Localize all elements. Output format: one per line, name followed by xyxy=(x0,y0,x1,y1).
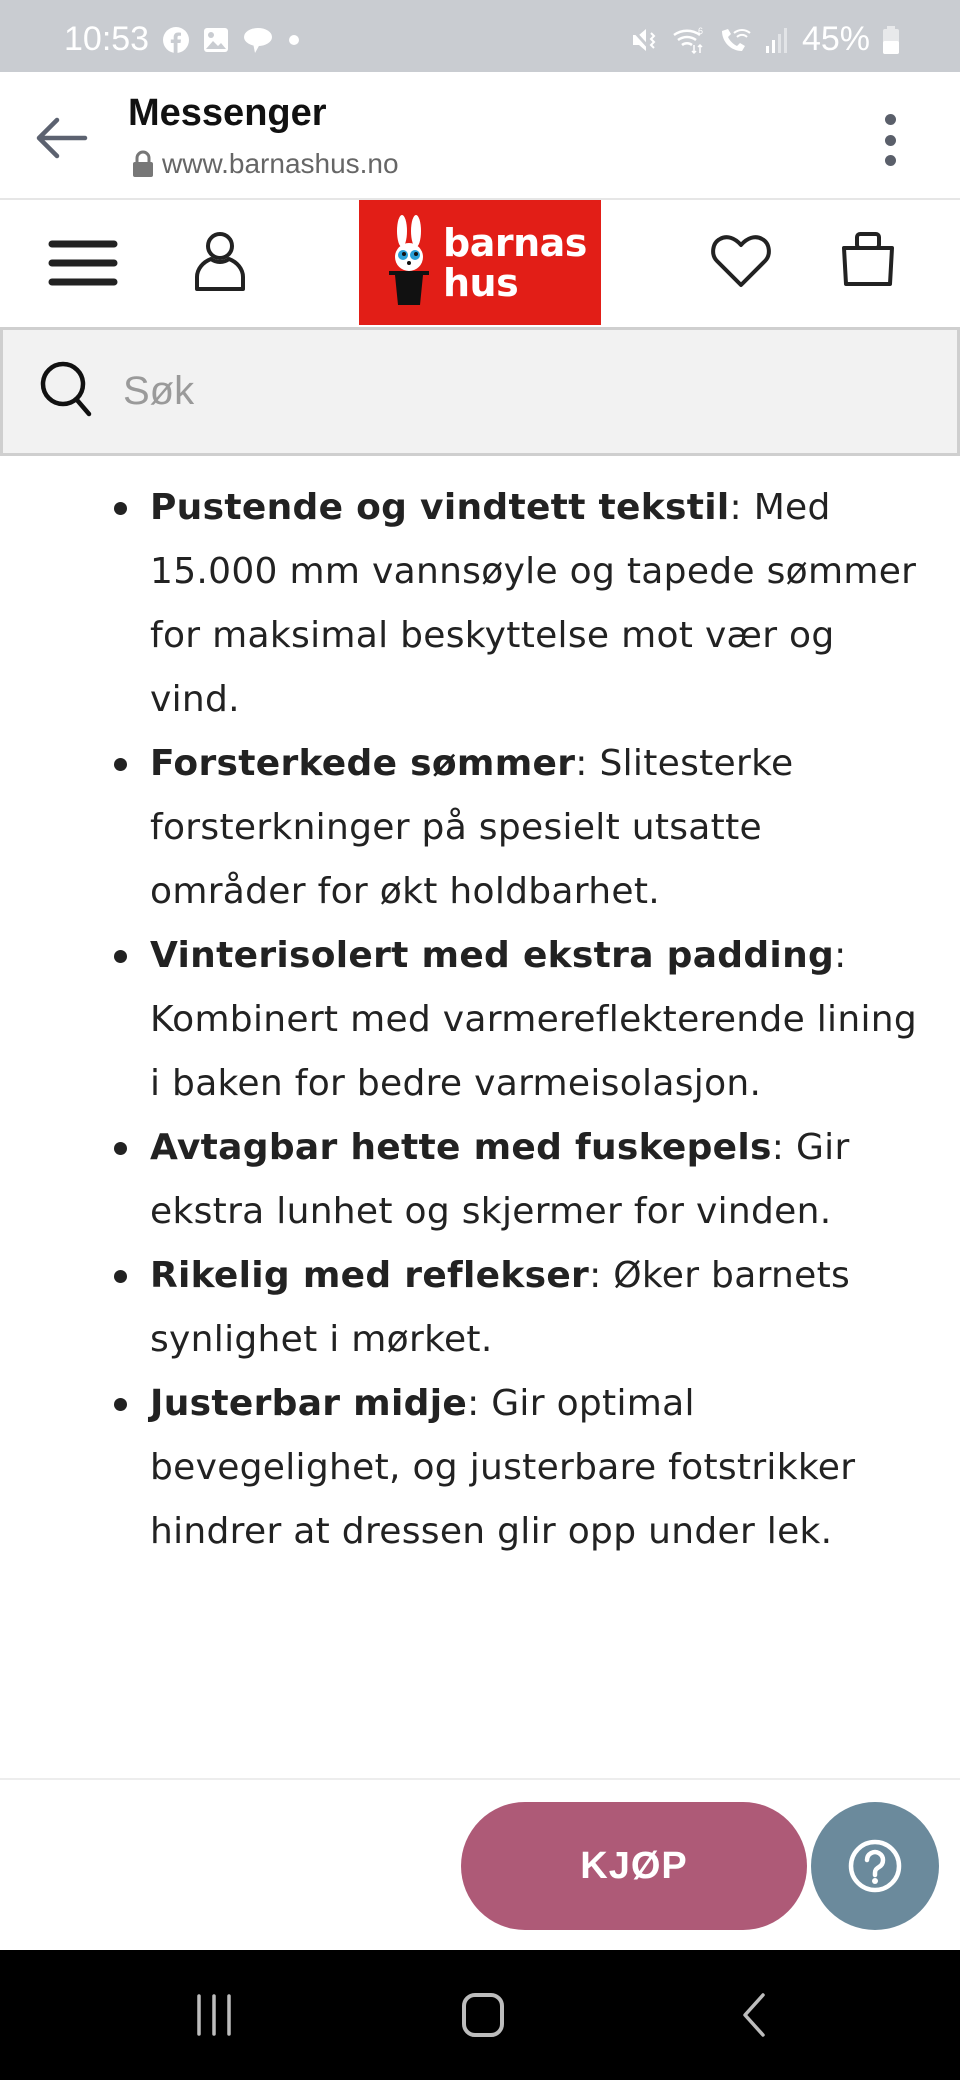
hamburger-menu-icon xyxy=(48,238,118,288)
feature-title: Forsterkede sømmer xyxy=(150,743,576,784)
feature-title: Vinterisolert med ekstra padding xyxy=(150,935,835,976)
recent-apps-icon xyxy=(193,1993,237,2037)
search-input[interactable] xyxy=(123,369,883,414)
bullet-icon xyxy=(114,1398,127,1411)
bullet-icon xyxy=(114,758,127,771)
buy-button[interactable]: KJØP xyxy=(461,1802,807,1930)
kebab-dot xyxy=(885,155,896,166)
back-icon xyxy=(739,1992,769,2038)
feature-text: : Gir optimal bevegelighet, og justerbare fotstrikker hindrer at dressen glir opp under lek. xyxy=(150,1383,856,1552)
wifi-6-icon xyxy=(672,25,706,55)
list-item xyxy=(150,1372,920,1564)
signal-icon xyxy=(764,26,790,54)
logo-text xyxy=(443,220,587,305)
barnashus-logo[interactable] xyxy=(359,200,601,325)
dot-icon xyxy=(287,33,301,47)
url-row[interactable] xyxy=(132,148,399,180)
feature-title: Rikelig med reflekser xyxy=(150,1255,590,1296)
heart-icon xyxy=(710,233,772,289)
site-header xyxy=(0,200,960,326)
user-icon xyxy=(193,231,247,293)
feature-text: : Slitesterke forsterkninger på spesielt utsatte områder for økt holdbarhet. xyxy=(150,743,794,912)
gallery-icon xyxy=(203,27,229,53)
feature-text: : Øker barnets synlighet i mørket. xyxy=(150,1255,851,1360)
kebab-dot xyxy=(885,135,896,146)
back-nav-button[interactable] xyxy=(704,1980,804,2050)
lock-icon xyxy=(132,150,154,178)
question-circle-icon xyxy=(847,1838,903,1894)
browser-bar xyxy=(0,72,960,200)
logo-line-1: barnas xyxy=(443,220,587,265)
list-item xyxy=(150,1244,920,1372)
help-button[interactable] xyxy=(811,1802,939,1930)
arrow-left-icon xyxy=(33,113,91,163)
bullet-icon xyxy=(114,1142,127,1155)
list-item xyxy=(150,924,920,1116)
status-left xyxy=(64,20,301,59)
more-options-button[interactable] xyxy=(870,108,910,172)
wishlist-button[interactable] xyxy=(706,226,776,296)
feature-title: Justerbar midje xyxy=(150,1383,468,1424)
battery-percentage: 45% xyxy=(801,20,870,58)
chat-bubble-icon xyxy=(243,26,273,54)
svg-text:6: 6 xyxy=(697,25,703,36)
feature-text: : Med 15.000 mm vannsøyle og tapede sømmer for maksimal beskyttelse mot vær og vind. xyxy=(150,487,917,720)
account-button[interactable] xyxy=(188,226,252,298)
status-time: 10:53 xyxy=(64,20,150,58)
mute-vibrate-icon xyxy=(630,25,660,55)
home-button[interactable] xyxy=(433,1980,533,2050)
feature-text: : Kombinert med varmereflekterende lining i baken for bedre varmeisolasjon. xyxy=(150,935,918,1104)
browser-title: Messenger xyxy=(128,92,327,134)
feature-list xyxy=(150,476,920,1564)
product-description xyxy=(0,456,960,1778)
rabbit-hat-logo-icon xyxy=(387,215,431,311)
home-icon xyxy=(461,1992,505,2038)
status-right xyxy=(630,20,900,59)
feature-text: : Gir ekstra lunhet og skjermer for vinden. xyxy=(150,1127,850,1232)
list-item xyxy=(150,476,920,732)
back-button[interactable] xyxy=(30,106,94,170)
sticky-action-bar xyxy=(0,1780,960,1950)
kebab-dot xyxy=(885,114,896,125)
cart-button[interactable] xyxy=(836,224,900,294)
feature-title: Avtagbar hette med fuskepels xyxy=(150,1127,772,1168)
list-item xyxy=(150,732,920,924)
feature-title: Pustende og vindtett tekstil xyxy=(150,487,730,528)
bullet-icon xyxy=(114,502,127,515)
bullet-icon xyxy=(114,1270,127,1283)
logo-line-2: hus xyxy=(443,260,519,305)
bullet-icon xyxy=(114,950,127,963)
hamburger-menu-button[interactable] xyxy=(46,230,120,296)
recent-apps-button[interactable] xyxy=(165,1980,265,2050)
battery-icon xyxy=(882,25,900,55)
list-item xyxy=(150,1116,920,1244)
system-nav-bar xyxy=(0,1950,960,2080)
search-bar xyxy=(0,327,960,456)
wifi-calling-icon xyxy=(718,25,752,55)
status-bar xyxy=(0,0,960,72)
shopping-bag-icon xyxy=(840,231,896,287)
facebook-icon xyxy=(163,27,189,53)
search-icon[interactable] xyxy=(39,360,95,424)
url-text: www.barnashus.no xyxy=(162,148,399,179)
